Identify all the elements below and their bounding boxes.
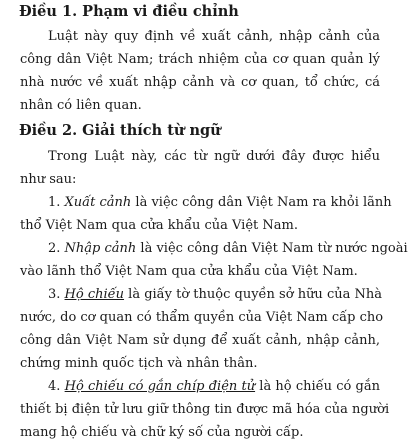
text-line: công dân Việt Nam; trách nhiệm của cơ quan quản lý bbox=[20, 52, 380, 67]
article-2-heading: Điều 2. Giải thích từ ngữ bbox=[19, 122, 221, 139]
text-line: nhà nước về xuất nhập cảnh và cơ quan, tổ chức, cá bbox=[20, 75, 380, 90]
text-line: công dân Việt Nam sử dụng để xuất cảnh, nhập cảnh, bbox=[20, 333, 380, 348]
text-line: nước, do cơ quan có thẩm quyền của Việt Nam cấp cho bbox=[20, 310, 384, 325]
item-number: 2. bbox=[48, 241, 65, 256]
text-line: mang hộ chiếu và chữ ký số của người cấp. bbox=[20, 425, 304, 440]
item-number: 3. bbox=[48, 287, 65, 302]
text-line: chứng minh quốc tịch và nhân thân. bbox=[20, 356, 258, 371]
defined-term: Hộ chiếu có gắn chíp điện tử bbox=[64, 379, 256, 394]
article-1-body bbox=[20, 25, 380, 117]
item-number: 1. bbox=[48, 195, 65, 210]
defined-term: Xuất cảnh bbox=[64, 195, 132, 210]
definition-item-1 bbox=[20, 191, 392, 214]
text-line: Luật này quy định về xuất cảnh, nhập cảnh của bbox=[48, 29, 380, 44]
defined-term: Nhập cảnh bbox=[64, 241, 137, 256]
article-2-body bbox=[20, 145, 408, 444]
text-line: nhân có liên quan. bbox=[20, 98, 142, 113]
text-line: Trong Luật này, các từ ngữ dưới đây được hiểu bbox=[48, 149, 380, 164]
definition-text: là hộ chiếu có gắn bbox=[255, 379, 380, 394]
text-line: thổ Việt Nam qua cửa khẩu của Việt Nam. bbox=[20, 218, 298, 233]
definition-text: là việc công dân Việt Nam ra khỏi lãnh bbox=[131, 195, 392, 210]
defined-term: Hộ chiếu bbox=[64, 287, 125, 302]
definition-item-2 bbox=[20, 237, 408, 260]
definition-text: là giấy tờ thuộc quyền sở hữu của Nhà bbox=[124, 287, 382, 302]
definition-item-3 bbox=[20, 283, 380, 306]
item-number: 4. bbox=[48, 379, 65, 394]
definition-item-4 bbox=[20, 375, 380, 398]
text-line: thiết bị điện tử lưu giữ thông tin được mã hóa của người bbox=[20, 402, 390, 417]
text-line: như sau: bbox=[20, 172, 77, 187]
text-line: vào lãnh thổ Việt Nam qua cửa khẩu của Việt Nam. bbox=[20, 264, 358, 279]
article-1-heading: Điều 1. Phạm vi điều chỉnh bbox=[19, 3, 239, 20]
definition-text: là việc công dân Việt Nam từ nước ngoài bbox=[136, 241, 408, 256]
